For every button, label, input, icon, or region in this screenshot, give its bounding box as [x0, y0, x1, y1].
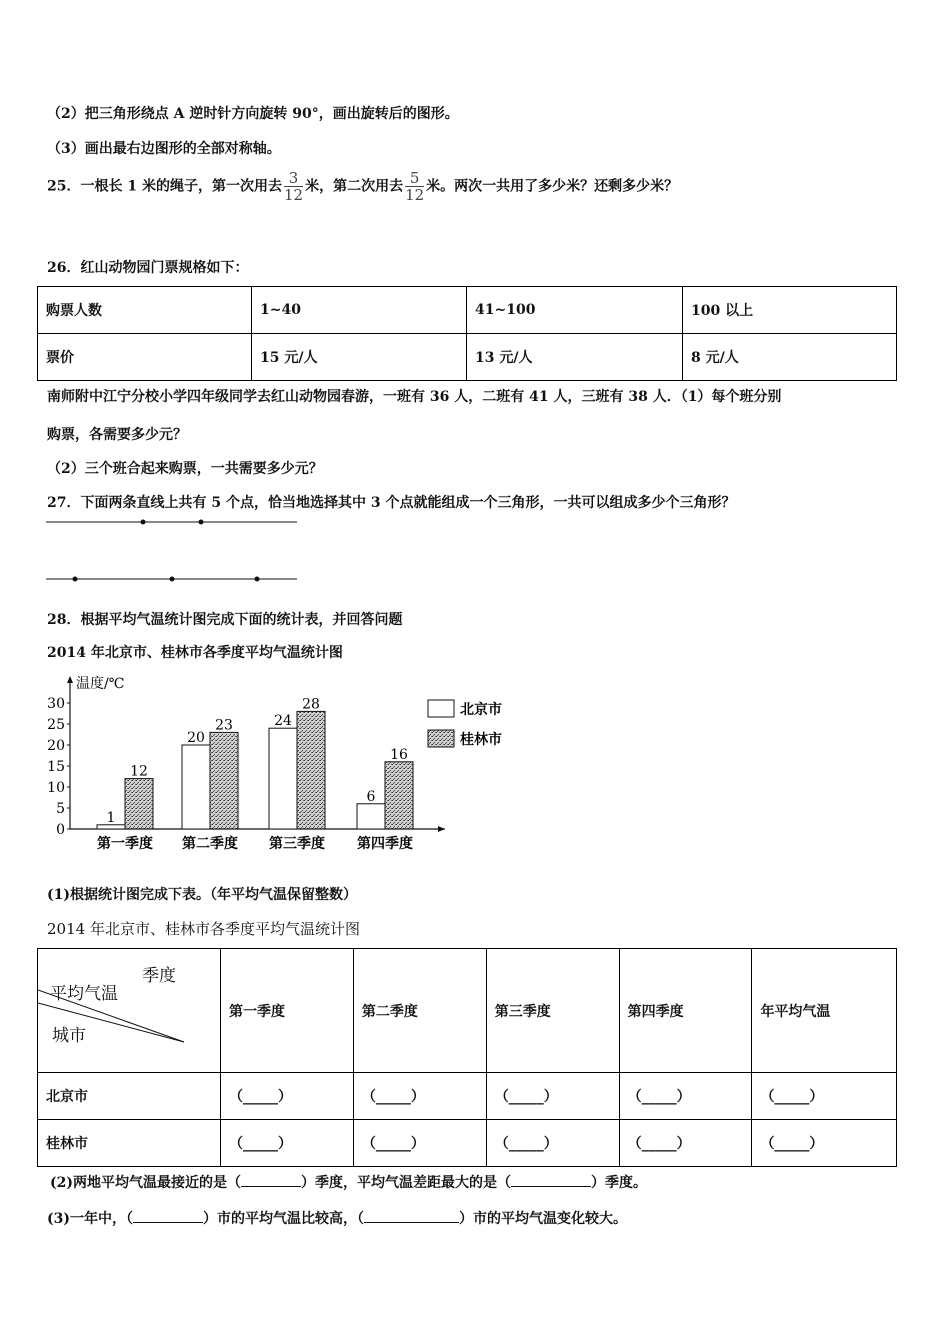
table-row	[38, 287, 897, 334]
q28-part2-b: ）季度，平均气温差距最大的是（	[301, 1175, 511, 1191]
ticket-price-table	[37, 286, 897, 381]
table-cell: 100 以上	[683, 287, 897, 334]
fraction-numerator: 3	[284, 170, 303, 187]
y-axis-label: 温度/℃	[76, 676, 125, 692]
answer-blank[interactable]: （_____）	[619, 1073, 752, 1120]
bar-beijing	[269, 728, 297, 829]
table-cell: 1~40	[252, 287, 467, 334]
x-tick-label: 第四季度	[357, 836, 413, 852]
point	[199, 520, 204, 525]
corner-label-quarter: 季度	[142, 966, 176, 986]
bar-beijing	[357, 804, 385, 829]
column-header: 年平均气温	[752, 949, 897, 1073]
q28-part3-c: ）市的平均气温变化较大。	[459, 1211, 627, 1227]
bar-guilin	[297, 711, 325, 829]
table-header-row	[38, 949, 897, 1073]
table-row	[38, 1120, 897, 1167]
legend-swatch-guilin	[428, 730, 454, 747]
y-tick-label: 5	[56, 801, 65, 817]
table-cell: 13 元/人	[467, 334, 683, 381]
q26-text2: 购票，各需要多少元？	[47, 427, 187, 443]
legend-swatch-beijing	[428, 700, 454, 717]
x-axis-arrow	[438, 826, 445, 832]
y-tick-label: 25	[47, 717, 65, 733]
table-cell: 购票人数	[38, 287, 252, 334]
diagonal-header-cell	[38, 949, 221, 1073]
answer-blank[interactable]	[241, 1186, 301, 1187]
table-row	[38, 334, 897, 381]
data-label: 16	[390, 746, 408, 763]
answer-blank[interactable]: （_____）	[486, 1073, 619, 1120]
q25-prefix: 25．一根长 1 米的绳子，第一次用去	[47, 178, 282, 195]
data-label: 28	[302, 696, 320, 713]
answer-blank[interactable]	[133, 1222, 203, 1223]
table-cell: 15 元/人	[252, 334, 467, 381]
q28-part1: (1)根据统计图完成下表。（年平均气温保留整数）	[47, 887, 357, 903]
legend-label: 北京市	[460, 702, 502, 718]
point	[141, 520, 146, 525]
answer-blank[interactable]: （_____）	[486, 1120, 619, 1167]
q28-part3	[47, 1208, 627, 1228]
bar-beijing	[182, 745, 210, 829]
chart-title: 2014 年北京市、桂林市各季度平均气温统计图	[47, 645, 343, 661]
data-label: 23	[215, 717, 233, 734]
q26-title: 26．红山动物园门票规格如下：	[47, 260, 249, 276]
fraction-5-12	[405, 170, 424, 203]
table-cell: 票价	[38, 334, 252, 381]
q24-part2: （2）把三角形绕点 A 逆时针方向旋转 90°，画出旋转后的图形。	[47, 106, 459, 122]
y-tick-label: 30	[47, 696, 65, 712]
x-tick-label: 第二季度	[182, 836, 238, 852]
data-label: 20	[187, 730, 205, 746]
two-lines-five-points	[0, 510, 320, 590]
x-tick-label: 第三季度	[269, 836, 325, 852]
diagonal-lines	[38, 949, 220, 1073]
data-label: 24	[274, 713, 292, 730]
table-cell: 41~100	[467, 287, 683, 334]
q25-suffix: 米。两次一共用了多少米？还剩多少米？	[426, 178, 679, 195]
y-axis-arrow	[67, 676, 73, 683]
temperature-table	[37, 948, 897, 1167]
data-label: 12	[130, 763, 148, 780]
row-header-city: 北京市	[38, 1073, 221, 1120]
point	[73, 577, 78, 582]
table-cell: 8 元/人	[683, 334, 897, 381]
x-tick-label: 第一季度	[97, 836, 153, 852]
column-header: 第二季度	[353, 949, 486, 1073]
y-tick-label: 0	[56, 822, 65, 838]
column-header: 第四季度	[619, 949, 752, 1073]
answer-blank[interactable]: （_____）	[752, 1120, 897, 1167]
answer-blank[interactable]: （_____）	[221, 1073, 354, 1120]
q25-middle: 米，第二次用去	[305, 178, 404, 195]
y-tick-label: 15	[47, 759, 65, 775]
q27-question: 27．下面两条直线上共有 5 个点，恰当地选择其中 3 个点就能组成一个三角形，一共可以组成多少个三角形？	[47, 495, 736, 511]
table-row	[38, 1073, 897, 1120]
bar-guilin	[210, 732, 238, 829]
fraction-3-12	[284, 170, 303, 203]
q24-part3: （3）画出最右边图形的全部对称轴。	[47, 141, 281, 157]
table-title: 2014 年北京市、桂林市各季度平均气温统计图	[47, 920, 360, 938]
data-label: 6	[366, 788, 376, 805]
q26-text1: 南师附中江宁分校小学四年级同学去红山动物园春游，一班有 36 人，二班有 41 人，三班有 38 人．（1）每个班分别	[47, 389, 782, 405]
temperature-bar-chart	[40, 668, 520, 863]
data-label: 1	[106, 809, 116, 826]
q28-part2-a: (2)两地平均气温最接近的是（	[50, 1175, 241, 1191]
y-tick-label: 10	[47, 780, 65, 796]
column-header: 第一季度	[221, 949, 354, 1073]
legend-label: 桂林市	[460, 732, 502, 748]
answer-blank[interactable]	[511, 1186, 591, 1187]
q28-part2-c: ）季度。	[591, 1175, 647, 1191]
q28-title: 28．根据平均气温统计图完成下面的统计表，并回答问题	[47, 612, 403, 628]
q26-part2: （2）三个班合起来购票，一共需要多少元？	[47, 461, 323, 477]
corner-label-city: 城市	[52, 1026, 86, 1046]
q25-question	[47, 170, 678, 203]
q28-part3-a: (3)一年中，（	[47, 1211, 133, 1227]
answer-blank[interactable]: （_____）	[353, 1120, 486, 1167]
q28-part2	[50, 1172, 647, 1192]
answer-blank[interactable]: （_____）	[619, 1120, 752, 1167]
answer-blank[interactable]: （_____）	[221, 1120, 354, 1167]
fraction-denominator: 12	[405, 186, 425, 204]
point	[170, 577, 175, 582]
fraction-denominator: 12	[283, 186, 304, 204]
answer-blank[interactable]: （_____）	[353, 1073, 486, 1120]
bar-guilin	[385, 762, 413, 829]
fraction-numerator: 5	[405, 170, 424, 187]
row-header-city: 桂林市	[38, 1120, 221, 1167]
point	[255, 577, 260, 582]
y-tick-label: 20	[47, 738, 65, 754]
q28-part3-b: ）市的平均气温比较高，（	[203, 1211, 364, 1227]
answer-blank[interactable]	[364, 1222, 459, 1223]
corner-label-temperature: 平均气温	[50, 984, 118, 1004]
answer-blank[interactable]: （_____）	[752, 1073, 897, 1120]
bar-guilin	[125, 779, 153, 829]
column-header: 第三季度	[486, 949, 619, 1073]
